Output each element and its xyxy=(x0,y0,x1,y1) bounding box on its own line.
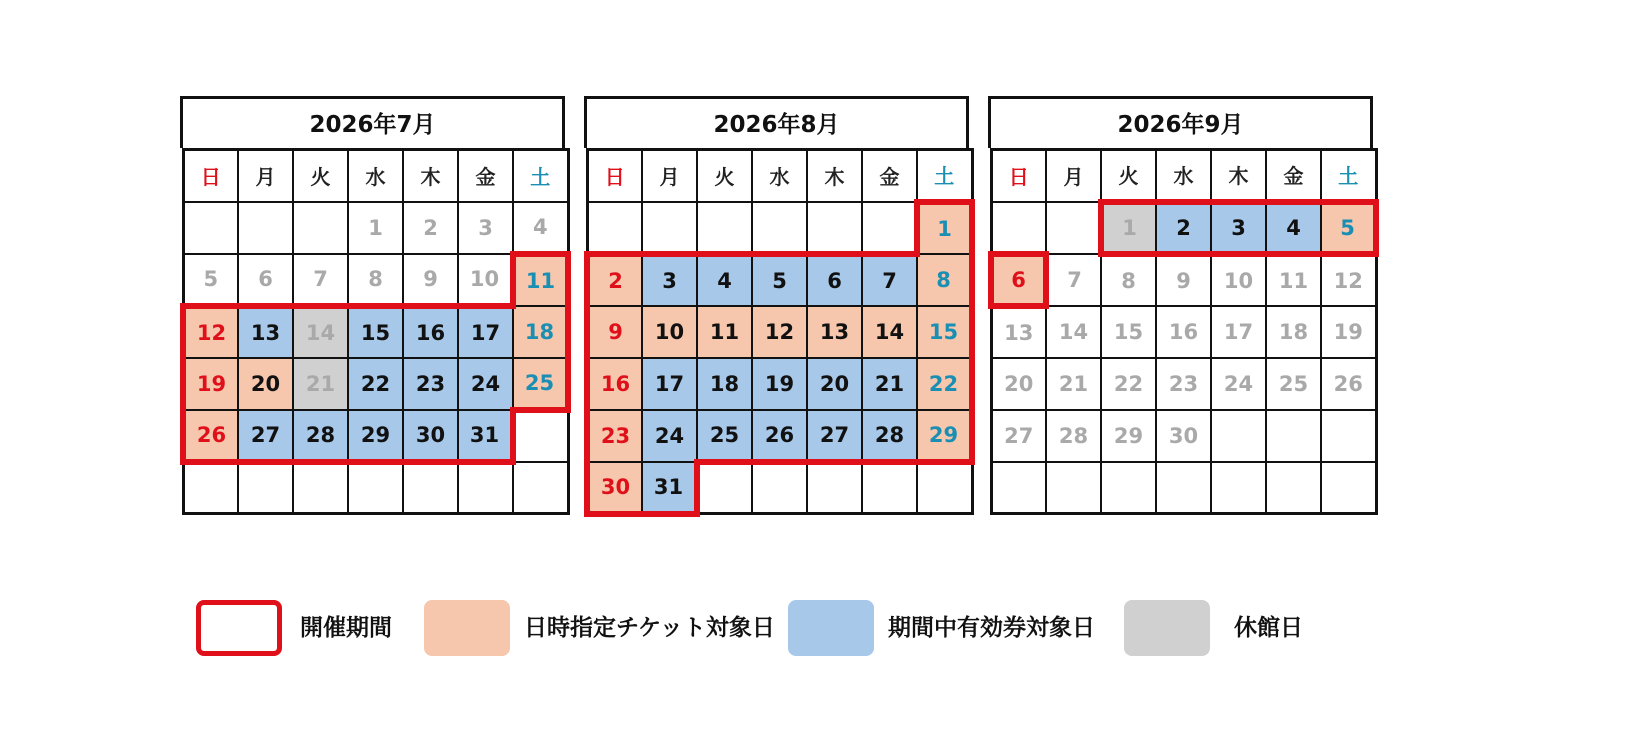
day-cell: 1 xyxy=(348,202,403,254)
day-cell: 2 xyxy=(587,254,642,306)
day-cell: 30 xyxy=(1156,410,1211,462)
day-cell: 18 xyxy=(1266,306,1321,358)
day-cell: 26 xyxy=(1321,358,1376,410)
empty-cell xyxy=(1321,410,1376,462)
legend-label-period-valid: 期間中有効券対象日 xyxy=(888,615,1095,641)
legend-label-period: 開催期間 xyxy=(300,615,392,641)
legend-label-dated-ticket: 日時指定チケット対象日 xyxy=(524,615,775,641)
day-cell: 7 xyxy=(1046,254,1101,306)
day-cell: 23 xyxy=(403,358,458,410)
day-cell: 11 xyxy=(697,306,752,358)
empty-cell xyxy=(183,462,238,514)
calendar-1 xyxy=(180,96,565,515)
empty-cell xyxy=(1266,410,1321,462)
weekday-header: 木 xyxy=(807,150,862,202)
legend-swatch-dated-ticket xyxy=(424,600,510,656)
day-cell: 28 xyxy=(862,410,917,462)
day-cell: 25 xyxy=(513,358,568,410)
day-cell: 25 xyxy=(697,410,752,462)
legend xyxy=(0,600,1636,660)
empty-cell xyxy=(642,202,697,254)
empty-cell xyxy=(293,202,348,254)
calendar-title: 2026年8月 xyxy=(584,96,969,148)
weekday-header: 月 xyxy=(1046,150,1101,202)
empty-cell xyxy=(807,462,862,514)
weekday-header: 土 xyxy=(513,150,568,202)
day-cell: 10 xyxy=(642,306,697,358)
empty-cell xyxy=(458,462,513,514)
day-cell: 20 xyxy=(991,358,1046,410)
day-cell: 17 xyxy=(642,358,697,410)
day-cell: 15 xyxy=(917,306,972,358)
day-cell: 21 xyxy=(862,358,917,410)
day-cell: 3 xyxy=(458,202,513,254)
day-cell: 26 xyxy=(183,410,238,462)
legend-swatch-period xyxy=(196,600,282,656)
day-cell: 13 xyxy=(238,306,293,358)
day-cell: 12 xyxy=(183,306,238,358)
weekday-header: 水 xyxy=(752,150,807,202)
calendar-grid xyxy=(988,148,1379,515)
day-cell: 31 xyxy=(642,462,697,514)
empty-cell xyxy=(752,202,807,254)
weekday-header: 金 xyxy=(1266,150,1321,202)
weekday-header: 土 xyxy=(917,150,972,202)
day-cell: 3 xyxy=(1211,202,1266,254)
empty-cell xyxy=(348,462,403,514)
empty-cell xyxy=(917,462,972,514)
calendar-grid xyxy=(180,148,571,515)
day-cell: 4 xyxy=(513,202,568,254)
calendar-grid xyxy=(584,148,975,517)
empty-cell xyxy=(1156,462,1211,514)
day-cell: 15 xyxy=(1101,306,1156,358)
day-cell: 2 xyxy=(1156,202,1211,254)
day-cell: 11 xyxy=(1266,254,1321,306)
day-cell: 16 xyxy=(403,306,458,358)
empty-cell xyxy=(238,202,293,254)
empty-cell xyxy=(1211,410,1266,462)
day-cell: 7 xyxy=(862,254,917,306)
day-cell: 12 xyxy=(752,306,807,358)
empty-cell xyxy=(697,462,752,514)
day-cell: 24 xyxy=(642,410,697,462)
day-cell: 24 xyxy=(1211,358,1266,410)
weekday-header: 金 xyxy=(862,150,917,202)
day-cell: 30 xyxy=(587,462,642,514)
day-cell: 18 xyxy=(697,358,752,410)
day-cell: 9 xyxy=(1156,254,1211,306)
day-cell: 14 xyxy=(1046,306,1101,358)
day-cell: 3 xyxy=(642,254,697,306)
day-cell: 1 xyxy=(917,202,972,254)
day-cell: 21 xyxy=(1046,358,1101,410)
weekday-header: 木 xyxy=(403,150,458,202)
weekday-header: 木 xyxy=(1211,150,1266,202)
calendar-title: 2026年7月 xyxy=(180,96,565,148)
weekday-header: 火 xyxy=(1101,150,1156,202)
weekday-header: 火 xyxy=(697,150,752,202)
day-cell: 12 xyxy=(1321,254,1376,306)
day-cell: 18 xyxy=(513,306,568,358)
empty-cell xyxy=(1211,462,1266,514)
day-cell: 22 xyxy=(917,358,972,410)
empty-cell xyxy=(513,462,568,514)
weekday-header: 土 xyxy=(1321,150,1376,202)
day-cell: 19 xyxy=(183,358,238,410)
day-cell: 14 xyxy=(862,306,917,358)
calendar-title: 2026年9月 xyxy=(988,96,1373,148)
day-cell: 28 xyxy=(1046,410,1101,462)
day-cell: 21 xyxy=(293,358,348,410)
day-cell: 30 xyxy=(403,410,458,462)
empty-cell xyxy=(1046,202,1101,254)
day-cell: 19 xyxy=(752,358,807,410)
day-cell: 4 xyxy=(697,254,752,306)
day-cell: 5 xyxy=(183,254,238,306)
empty-cell xyxy=(807,202,862,254)
legend-swatch-closed xyxy=(1124,600,1210,656)
day-cell: 5 xyxy=(1321,202,1376,254)
weekday-header: 火 xyxy=(293,150,348,202)
empty-cell xyxy=(991,202,1046,254)
day-cell: 9 xyxy=(587,306,642,358)
day-cell: 8 xyxy=(917,254,972,306)
day-cell: 23 xyxy=(1156,358,1211,410)
weekday-header: 日 xyxy=(587,150,642,202)
weekday-header: 日 xyxy=(183,150,238,202)
day-cell: 6 xyxy=(238,254,293,306)
day-cell: 27 xyxy=(238,410,293,462)
day-cell: 9 xyxy=(403,254,458,306)
day-cell: 31 xyxy=(458,410,513,462)
empty-cell xyxy=(1046,462,1101,514)
empty-cell xyxy=(1101,462,1156,514)
day-cell: 22 xyxy=(1101,358,1156,410)
day-cell: 27 xyxy=(991,410,1046,462)
day-cell: 10 xyxy=(458,254,513,306)
weekday-header: 月 xyxy=(238,150,293,202)
day-cell: 23 xyxy=(587,410,642,462)
day-cell: 1 xyxy=(1101,202,1156,254)
day-cell: 15 xyxy=(348,306,403,358)
day-cell: 13 xyxy=(991,306,1046,358)
day-cell: 19 xyxy=(1321,306,1376,358)
legend-swatch-period-valid xyxy=(788,600,874,656)
day-cell: 27 xyxy=(807,410,862,462)
empty-cell xyxy=(513,410,568,462)
day-cell: 11 xyxy=(513,254,568,306)
day-cell: 6 xyxy=(807,254,862,306)
day-cell: 26 xyxy=(752,410,807,462)
day-cell: 29 xyxy=(917,410,972,462)
day-cell: 14 xyxy=(293,306,348,358)
empty-cell xyxy=(403,462,458,514)
empty-cell xyxy=(862,202,917,254)
day-cell: 13 xyxy=(807,306,862,358)
day-cell: 25 xyxy=(1266,358,1321,410)
empty-cell xyxy=(752,462,807,514)
day-cell: 8 xyxy=(1101,254,1156,306)
empty-cell xyxy=(587,202,642,254)
legend-label-closed: 休館日 xyxy=(1234,615,1303,641)
day-cell: 8 xyxy=(348,254,403,306)
day-cell: 20 xyxy=(238,358,293,410)
empty-cell xyxy=(183,202,238,254)
day-cell: 4 xyxy=(1266,202,1321,254)
empty-cell xyxy=(1321,462,1376,514)
day-cell: 6 xyxy=(991,254,1046,306)
day-cell: 2 xyxy=(403,202,458,254)
empty-cell xyxy=(862,462,917,514)
weekday-header: 月 xyxy=(642,150,697,202)
day-cell: 22 xyxy=(348,358,403,410)
weekday-header: 水 xyxy=(348,150,403,202)
weekday-header: 日 xyxy=(991,150,1046,202)
day-cell: 28 xyxy=(293,410,348,462)
day-cell: 7 xyxy=(293,254,348,306)
calendar-2 xyxy=(584,96,969,517)
empty-cell xyxy=(991,462,1046,514)
day-cell: 17 xyxy=(1211,306,1266,358)
day-cell: 5 xyxy=(752,254,807,306)
day-cell: 10 xyxy=(1211,254,1266,306)
weekday-header: 金 xyxy=(458,150,513,202)
empty-cell xyxy=(1266,462,1321,514)
empty-cell xyxy=(238,462,293,514)
day-cell: 16 xyxy=(1156,306,1211,358)
empty-cell xyxy=(697,202,752,254)
day-cell: 17 xyxy=(458,306,513,358)
day-cell: 29 xyxy=(1101,410,1156,462)
day-cell: 29 xyxy=(348,410,403,462)
day-cell: 20 xyxy=(807,358,862,410)
weekday-header: 水 xyxy=(1156,150,1211,202)
day-cell: 16 xyxy=(587,358,642,410)
calendar-3 xyxy=(988,96,1373,515)
empty-cell xyxy=(293,462,348,514)
day-cell: 24 xyxy=(458,358,513,410)
